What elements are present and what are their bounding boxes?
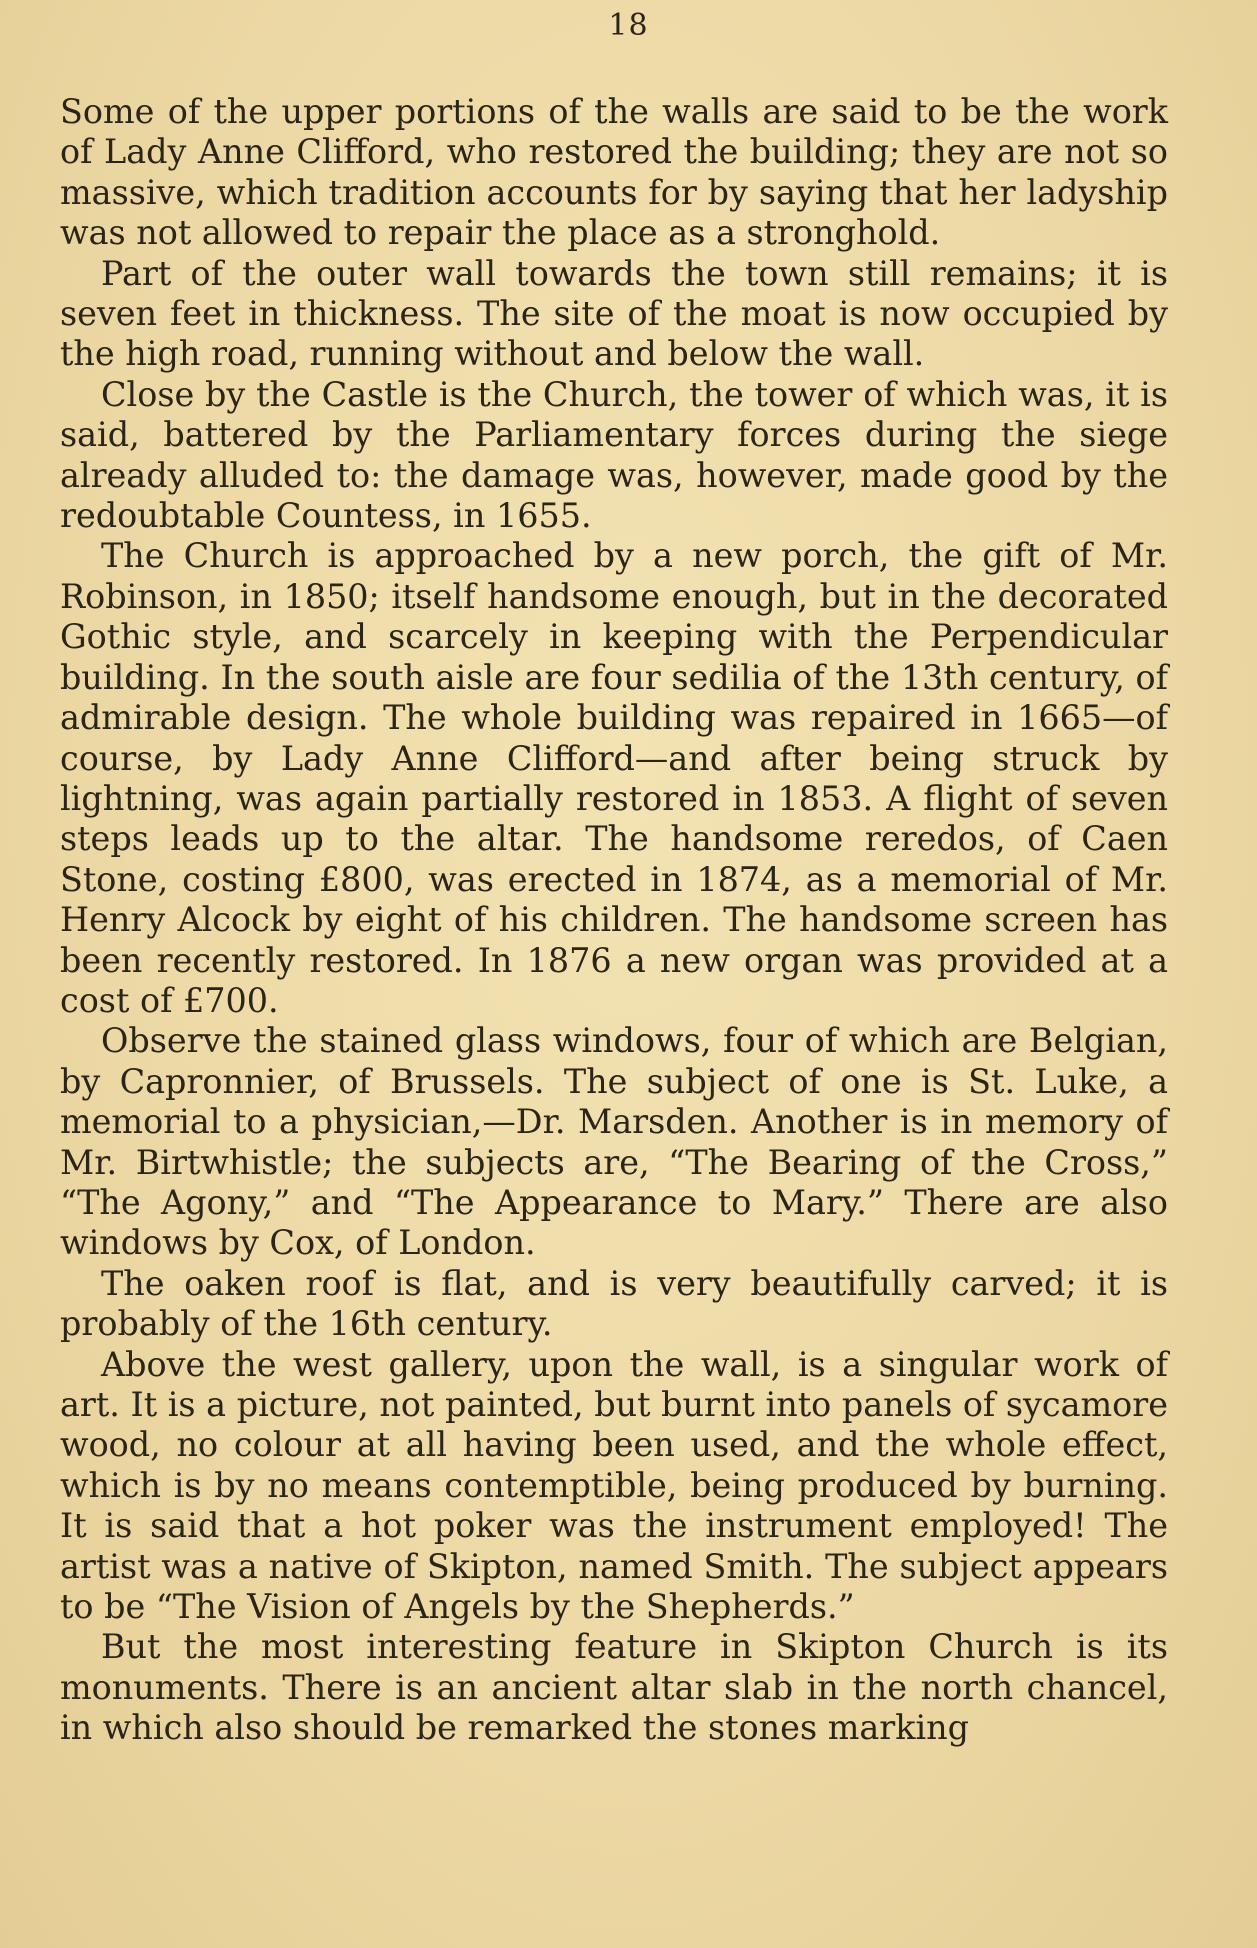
paragraph-church-tower: Close by the Castle is the Church, the tower of which was, it is said, battered by the Parliamentary forces during the siege already alluded to: the damage was, however, made good by the redoubtable Countess, in 1655. [60, 374, 1168, 536]
paragraph-outer-wall: Part of the outer wall towards the town still remains; it is seven feet in thickness. The site of the moat is now occupied by the high road, running without and below the wall. [60, 253, 1168, 374]
page-number: 18 [608, 8, 649, 43]
paragraph-burnt-picture: Above the west gallery, upon the wall, is a singular work of art. It is a picture, not painted, but burnt into panels of sycamore wood, no colour at all having been used, and the whole effect, which is by no means contemptible, being produced by burning. It is said that a hot poker was the instrument employed! The artist was a native of Skipton, named Smith. The subject appears to be “The Vision of Angels by the Shepherds.” [60, 1344, 1168, 1627]
paragraph-church-porch: The Church is approached by a new porch, the gift of Mr. Robinson, in 1850; itself handsome enough, but in the decorated Gothic style, and scarcely in keeping with the Perpendicular building. In the south aisle are four sedilia of the 13th century, of admirable design. The whole building was repaired in 1665—of course, by Lady Anne Clifford—and after being struck by lightning, was again partially restored in 1853. A flight of seven steps leads up to the altar. The handsome reredos, of Caen Stone, costing £800, was erected in 1874, as a memorial of Mr. Henry Alcock by eight of his children. The handsome screen has been recently restored. In 1876 a new organ was provided at a cost of £700. [60, 536, 1168, 1020]
paragraph-oaken-roof: The oaken roof is flat, and is very beautifully carved; it is probably of the 16th century. [60, 1263, 1168, 1344]
paragraph-lady-anne-clifford: Some of the upper portions of the walls are said to be the work of Lady Anne Clifford, who restored the building; they are not so massive, which tradition accounts for by saying that her ladyship was not allowed to repair the place as a stronghold. [60, 92, 1168, 253]
paragraph-stained-glass: Observe the stained glass windows, four of which are Belgian, by Capronnier, of Brussels. The subject of one is St. Luke, a memorial to a physician,—Dr. Marsden. Another is in memory of Mr. Birtwhistle; the subjects are, “The Bearing of the Cross,” “The Agony,” and “The Appearance to Mary.” There are also windows by Cox, of London. [60, 1021, 1168, 1263]
body-text [60, 92, 1168, 1749]
paragraph-monuments: But the most interesting feature in Skipton Church is its monuments. There is an ancient altar slab in the north chancel, in which also should be remarked the stones marking [60, 1627, 1168, 1748]
